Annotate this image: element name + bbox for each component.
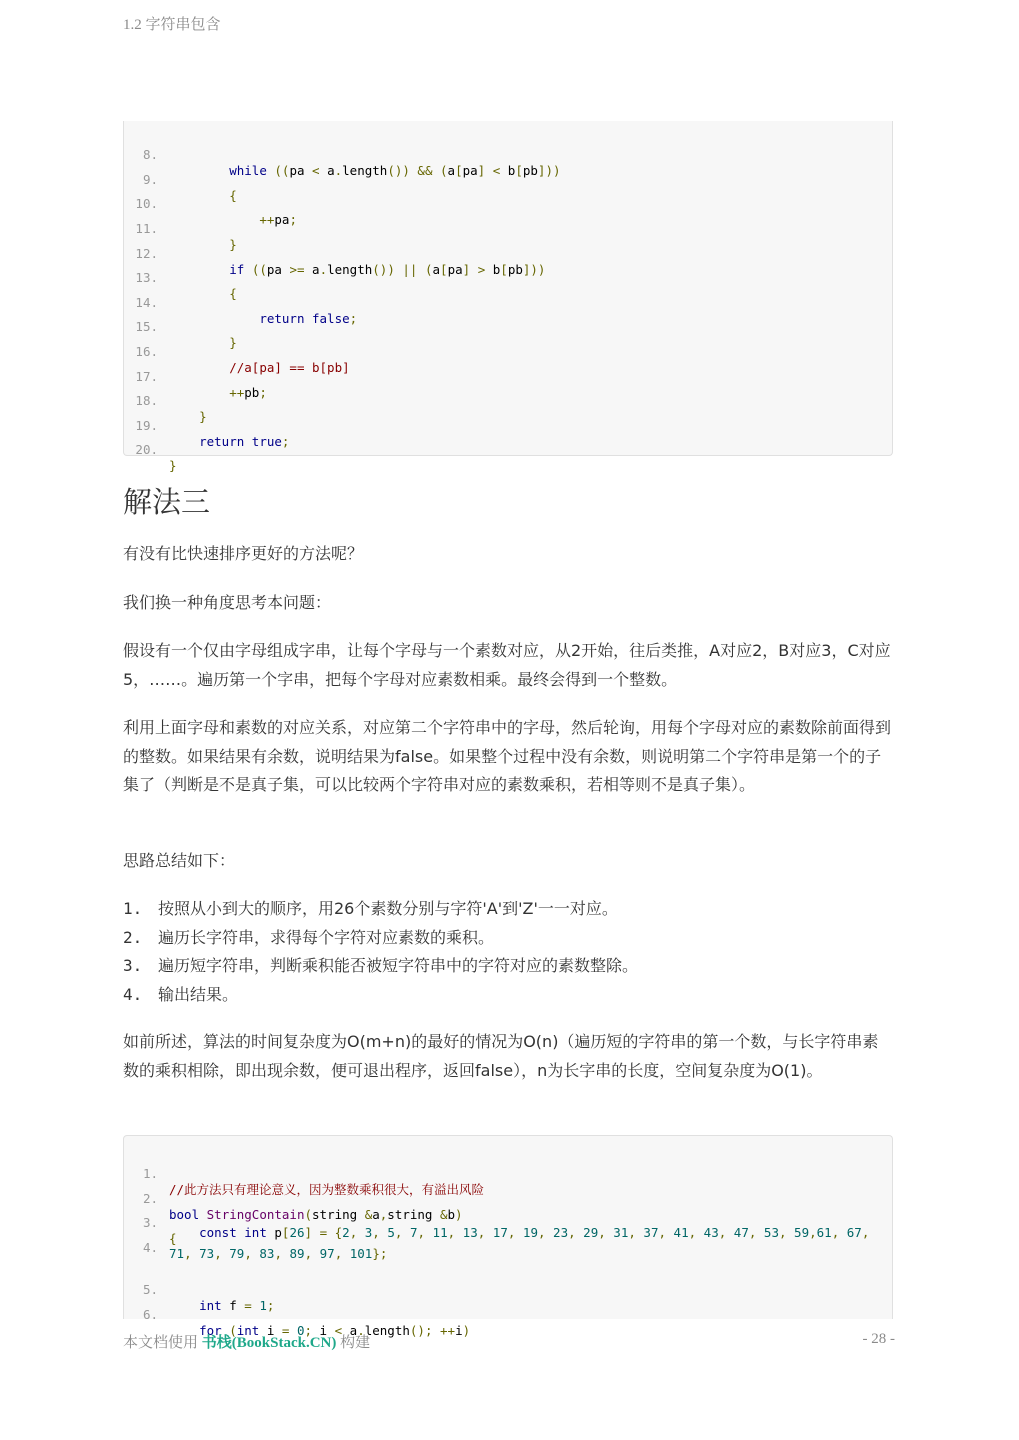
code-text: if ((pa >= a.length()) || (a[pa] > b[pb]))	[229, 262, 546, 277]
code-text: }	[199, 409, 207, 424]
code-text: //a[pa] == b[pb]	[229, 360, 350, 375]
paragraph: 假设有一个仅由字母组成字串，让每个字母与一个素数对应，从2开始，往后类推，A对应2，B对应3，C对应5，……。遍历第一个字串，把每个字母对应素数相乘。最终会得到一个整数。	[123, 641, 891, 689]
code-text: {	[229, 286, 237, 301]
list-number: 4.	[123, 984, 143, 1004]
line-number: 18.	[135, 393, 158, 408]
list-text: 按照从小到大的顺序，用26个素数分别与字符'A'到'Z'一一对应。	[158, 899, 618, 918]
code-text: ++pb;	[229, 385, 267, 400]
line-number: 16.	[135, 344, 158, 359]
footer-brand-link[interactable]: 书栈(BookStack.CN)	[201, 1335, 337, 1351]
paragraph: 如前所述，算法的时间复杂度为O(m+n)的最好的情况为O(n)（遍历短的字符串的第一个数，与长字符串素数的乘积相除，即出现余数，便可退出程序，返回false），n为长字串的长度，空间复杂度为O(1)。	[123, 1032, 879, 1080]
page-number: - 28 -	[862, 1331, 895, 1347]
line-number: 19.	[135, 418, 158, 433]
paragraph: 利用上面字母和素数的对应关系，对应第二个字符串中的字母，然后轮询，用每个字母对应的素数除前面得到的整数。如果结果有余数，说明结果为false。如果整个过程中没有余数，则说明第二个字符串是第一个的子集了（判断是不是真子集，可以比较两个字符串对应的素数乘积，若相等则不是真子集）。	[123, 718, 892, 794]
paragraph: 有没有比快速排序更好的方法呢？	[123, 544, 364, 563]
code-text: const int p[26] = {2, 3, 5, 7, 11, 13, 17, 19, 23, 29, 31, 37, 41, 43, 47, 53, 59,61, 67, 71, 73, 79, 83, 89, 97, 101};	[169, 1225, 870, 1261]
code-text: }	[229, 335, 237, 350]
footer-prefix: 本文档使用	[123, 1335, 202, 1351]
line-number: 2.	[142, 1191, 158, 1206]
line-number: 10.	[135, 196, 158, 211]
list-number: 3.	[123, 956, 143, 975]
line-number: 15.	[135, 319, 158, 334]
line-number: 11.	[135, 221, 158, 236]
running-header: 1.2 字符串包含	[123, 17, 221, 33]
line-number: 1.	[142, 1166, 158, 1181]
steps-list	[123, 895, 893, 1009]
code-text: }	[229, 237, 237, 252]
paragraph: 思路总结如下：	[123, 851, 236, 870]
line-number: 6.	[142, 1307, 158, 1322]
page-footer	[123, 1331, 895, 1352]
line-number: 13.	[135, 270, 158, 285]
line-number: 3.	[142, 1215, 158, 1230]
paragraph: 我们换一种角度思考本问题：	[123, 593, 332, 612]
line-number: 12.	[135, 246, 158, 261]
line-number: 9.	[142, 172, 158, 187]
code-text: for (int i = 0; i < a.length(); ++i)	[199, 1323, 471, 1338]
line-number: 5.	[142, 1282, 158, 1297]
list-item	[123, 895, 893, 924]
code-text: {	[169, 1231, 177, 1246]
list-number: 1.	[123, 899, 143, 918]
section-title: 解法三	[123, 485, 211, 519]
list-item	[123, 952, 893, 981]
line-number: 4.	[142, 1240, 158, 1255]
code-text: int f = 1;	[199, 1298, 275, 1313]
code-text: //此方法只有理论意义，因为整数乘积很大，有溢出风险	[169, 1182, 485, 1197]
list-item	[123, 924, 893, 953]
line-number: 17.	[135, 369, 158, 384]
list-number: 2.	[123, 927, 143, 947]
list-text: 输出结果。	[158, 984, 239, 1004]
line-number: 14.	[135, 295, 158, 310]
code-text: {	[229, 188, 237, 203]
list-text: 遍历短字符串，判断乘积能否被短字符串中的字符对应的素数整除。	[158, 956, 639, 975]
code-text: }	[169, 458, 177, 473]
code-text: bool StringContain(string &a,string &b)	[169, 1207, 463, 1222]
code-block-top	[123, 121, 893, 473]
list-text: 遍历长字符串，求得每个字符对应素数的乘积。	[158, 927, 495, 947]
code-text: while ((pa < a.length()) && (a[pa] < b[pb]))	[229, 163, 561, 178]
footer-suffix: 构建	[336, 1335, 371, 1351]
code-text: return true;	[199, 434, 290, 449]
code-text: ++pa;	[259, 212, 297, 227]
code-text: return false;	[259, 311, 358, 326]
list-item	[123, 981, 893, 1010]
line-number: 20.	[135, 442, 158, 457]
code-block-bottom	[123, 1135, 893, 1338]
code-line	[124, 426, 892, 490]
line-number: 8.	[142, 147, 158, 162]
